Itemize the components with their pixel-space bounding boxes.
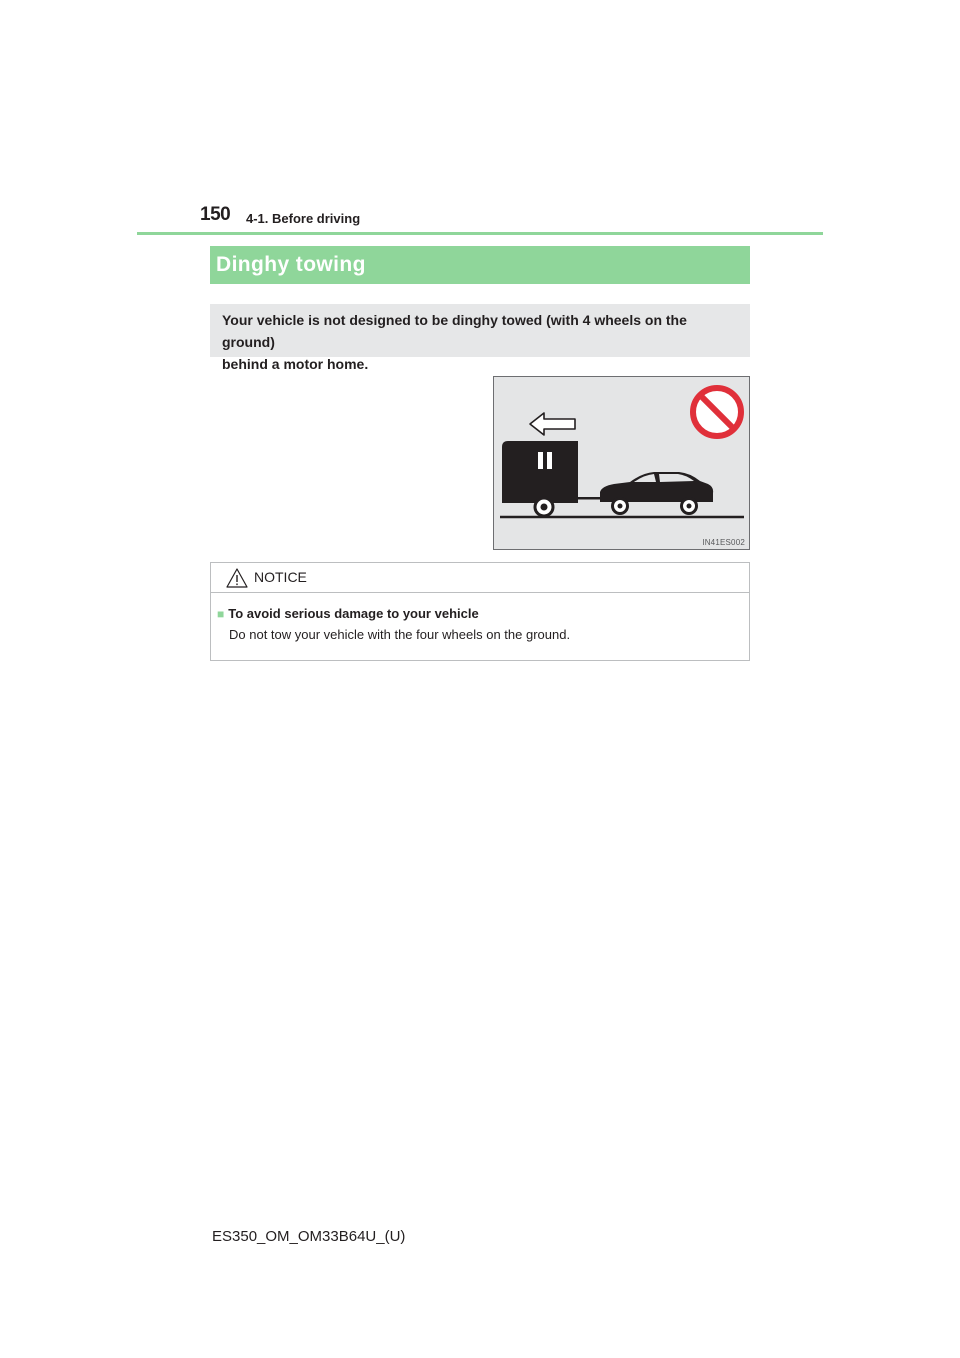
footer-doc-id: ES350_OM_OM33B64U_(U) (212, 1228, 406, 1245)
prohibited-icon (693, 388, 741, 436)
figure-code: IN41ES002 (702, 538, 745, 547)
notice-subheading (217, 606, 479, 621)
arrow-left-icon (530, 413, 575, 435)
section-title: 4-1. Before driving (246, 211, 361, 226)
dinghy-towing-illustration (493, 376, 750, 550)
intro-line-2: behind a motor home. (222, 356, 369, 372)
notice-label: NOTICE (254, 569, 307, 585)
car-icon (600, 472, 713, 514)
illustration-svg (494, 377, 749, 549)
page-number: 150 (200, 204, 231, 225)
notice-header (211, 563, 749, 593)
notice-body: Do not tow your vehicle with the four wheels on the ground. (229, 627, 571, 642)
notice-box (210, 562, 750, 661)
page-heading: Dinghy towing (216, 253, 366, 276)
intro-box (210, 304, 750, 372)
header-divider (137, 232, 823, 235)
notice-subheading-text: To avoid serious damage to your vehicle (228, 606, 479, 621)
intro-line-1: Your vehicle is not designed to be dinghy towed (with 4 wheels on the ground) (222, 312, 687, 350)
bullet-square-icon: ■ (217, 607, 225, 621)
heading-bar (210, 246, 750, 284)
motor-home-icon (502, 441, 600, 516)
warning-triangle-icon (226, 568, 248, 588)
